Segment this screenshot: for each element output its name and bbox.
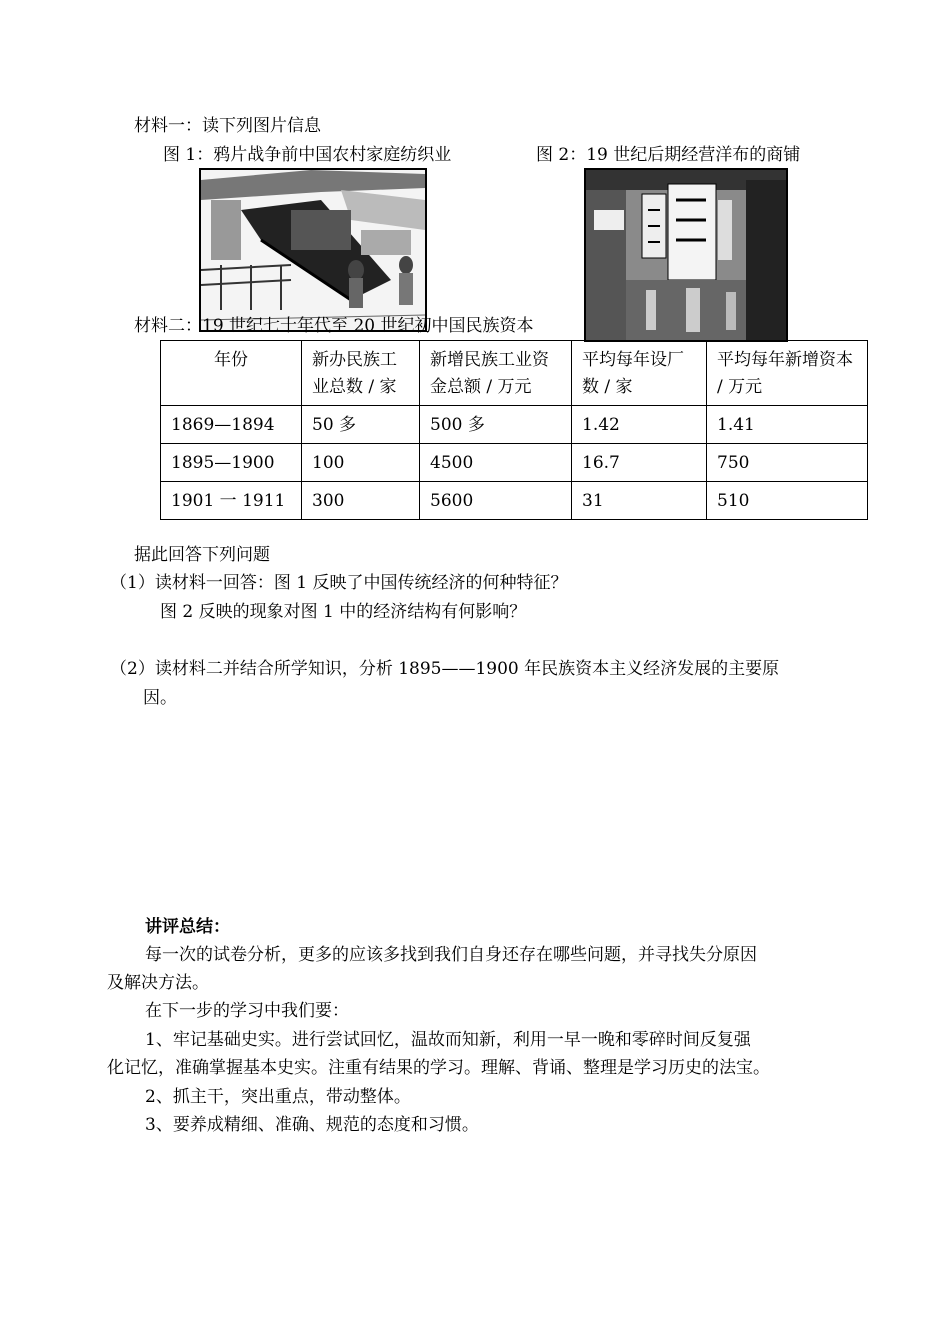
- table-cell: 16.7: [572, 444, 707, 482]
- summary-item2: 2、抓主干，突出重点，带动整体。: [145, 1087, 411, 1107]
- summary-item3: 3、要养成精细、准确、规范的态度和习惯。: [145, 1115, 479, 1135]
- table-cell: 1.41: [707, 406, 868, 444]
- material1-title: 材料一：读下列图片信息: [134, 116, 321, 136]
- fig1-caption: 图 1：鸦片战争前中国农村家庭纺织业: [163, 145, 452, 165]
- table-cell: 1.42: [572, 406, 707, 444]
- table-cell: 300: [302, 482, 420, 520]
- table-header-row: [161, 341, 868, 406]
- question-1-line1: （1）读材料一回答：图 1 反映了中国传统经济的何种特征？: [110, 573, 568, 593]
- figure1-weaving-image: [199, 168, 427, 332]
- summary-paragraph2: 在下一步的学习中我们要：: [145, 1001, 349, 1021]
- national-capital-table: [160, 340, 868, 520]
- question-1-line2: 图 2 反映的现象对图 1 中的经济结构有何影响？: [160, 602, 527, 622]
- table-row: [161, 444, 868, 482]
- table-row: [161, 482, 868, 520]
- summary-item1-line2: 化记忆，准确掌握基本史实。注重有结果的学习。理解、背诵、整理是学习历史的法宝。: [107, 1058, 770, 1078]
- header-year: 年份: [161, 341, 302, 406]
- table-cell: 50 多: [302, 406, 420, 444]
- header-annual-factories: 平均每年设厂数 / 家: [572, 341, 707, 406]
- shop-street-photo-icon: [586, 170, 786, 340]
- summary-paragraph1-line1: 每一次的试卷分析，更多的应该多找到我们自身还存在哪些问题，并寻找失分原因: [145, 945, 757, 965]
- question-2-line1: （2）读材料二并结合所学知识，分析 1895——1900 年民族资本主义经济发展的主要原: [110, 659, 780, 679]
- material2-title: 材料二：19 世纪七十年代至 20 世纪初中国民族资本: [134, 316, 534, 336]
- table-cell: 1901 一 1911: [161, 482, 302, 520]
- table-cell: 750: [707, 444, 868, 482]
- table-cell: 510: [707, 482, 868, 520]
- table-cell: 31: [572, 482, 707, 520]
- table-row: [161, 406, 868, 444]
- questions-intro: 据此回答下列问题: [134, 545, 270, 565]
- weaving-illustration-icon: [201, 170, 425, 330]
- summary-paragraph1-line2: 及解决方法。: [107, 973, 209, 993]
- header-annual-capital: 平均每年新增资本 / 万元: [707, 341, 868, 406]
- table-cell: 1869—1894: [161, 406, 302, 444]
- header-new-capital: 新增民族工业资金总额 / 万元: [420, 341, 572, 406]
- summary-item1-line1: 1、牢记基础史实。进行尝试回忆，温故而知新，利用一早一晚和零碎时间反复强: [145, 1030, 751, 1050]
- summary-heading: 讲评总结：: [145, 917, 230, 937]
- fig2-caption: 图 2：19 世纪后期经营洋布的商铺: [536, 145, 801, 165]
- table-cell: 1895—1900: [161, 444, 302, 482]
- table-cell: 5600: [420, 482, 572, 520]
- figure2-shop-photo: [584, 168, 788, 342]
- header-new-factories: 新办民族工业总数 / 家: [302, 341, 420, 406]
- table-cell: 4500: [420, 444, 572, 482]
- table-cell: 500 多: [420, 406, 572, 444]
- question-2-line2: 因。: [143, 688, 177, 708]
- table-cell: 100: [302, 444, 420, 482]
